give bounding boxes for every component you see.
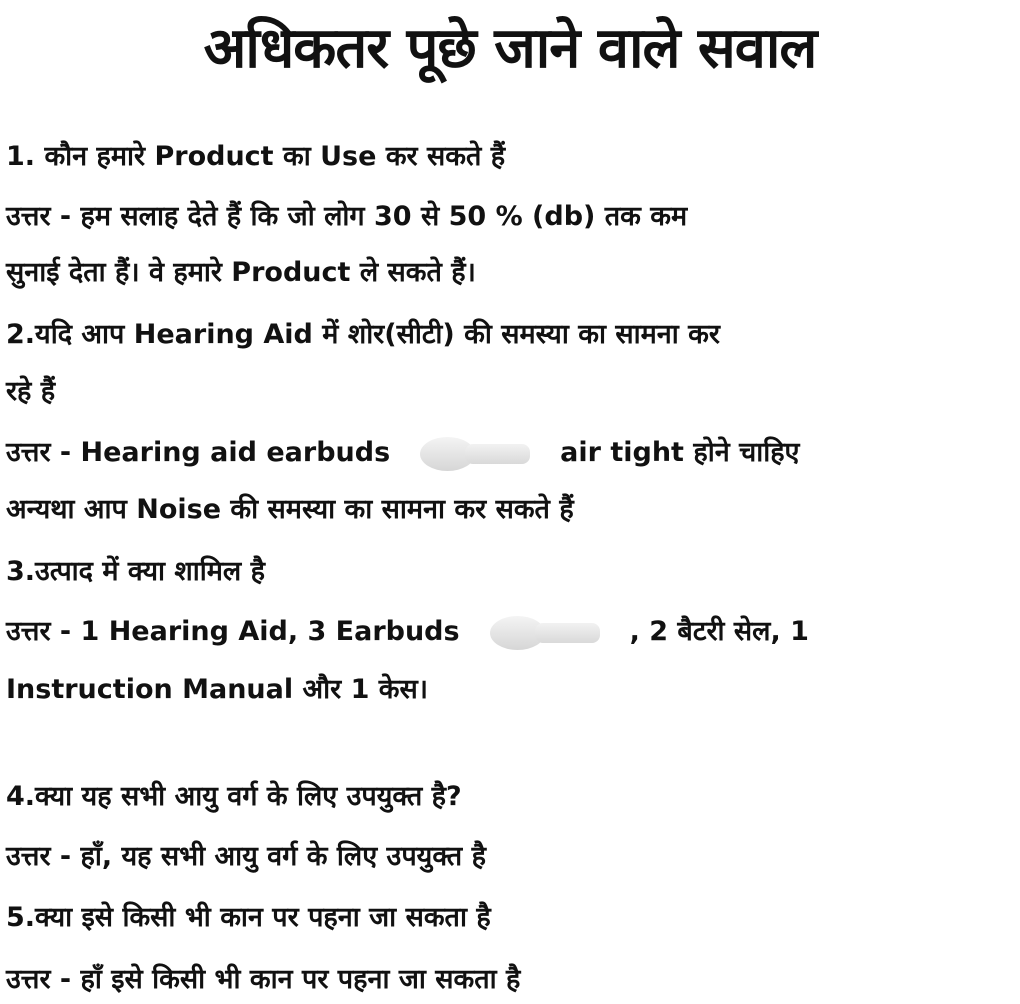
answer-2-before: उत्तर - Hearing aid earbuds [6,437,391,468]
answer-1-line-1: उत्तर - हम सलाह देते हैं कि जो लोग 30 से 50 % (db) तक कम [6,201,688,232]
question-3: 3.उत्पाद में क्या शामिल है [6,556,265,587]
answer-2-after: air tight होने चाहिए [560,437,800,468]
answer-2-line-2: अन्यथा आप Noise की समस्या का सामना कर सकते हैं [6,494,574,525]
answer-1-line-2: सुनाई देता हैं। वे हमारे Product ले सकते हैं। [6,257,476,288]
answer-3-line-2: Instruction Manual और 1 केस। [6,674,428,705]
answer-5: उत्तर - हाँ इसे किसी भी कान पर पहना जा सकता है [6,964,521,995]
answer-3-after: , 2 बैटरी सेल, 1 [629,616,809,647]
earbud-image [490,614,600,652]
page-title: अधिकतर पूछे जाने वाले सवाल [203,16,817,81]
question-2-line-2: रहे हैं [6,376,56,407]
earbud-image [420,435,530,473]
question-2-line-1: 2.यदि आप Hearing Aid में शोर(सीटी) की समस्या का सामना कर [6,319,720,350]
question-5: 5.क्या इसे किसी भी कान पर पहना जा सकता है [6,902,491,933]
question-1: 1. कौन हमारे Product का Use कर सकते हैं [6,141,506,172]
answer-2-line-1 [6,433,799,473]
answer-3-line-1 [6,612,809,652]
question-4: 4.क्या यह सभी आयु वर्ग के लिए उपयुक्त है? [6,781,462,812]
answer-4: उत्तर - हाँ, यह सभी आयु वर्ग के लिए उपयुक्त है [6,841,486,872]
answer-3-before: उत्तर - 1 Hearing Aid, 3 Earbuds [6,616,460,647]
